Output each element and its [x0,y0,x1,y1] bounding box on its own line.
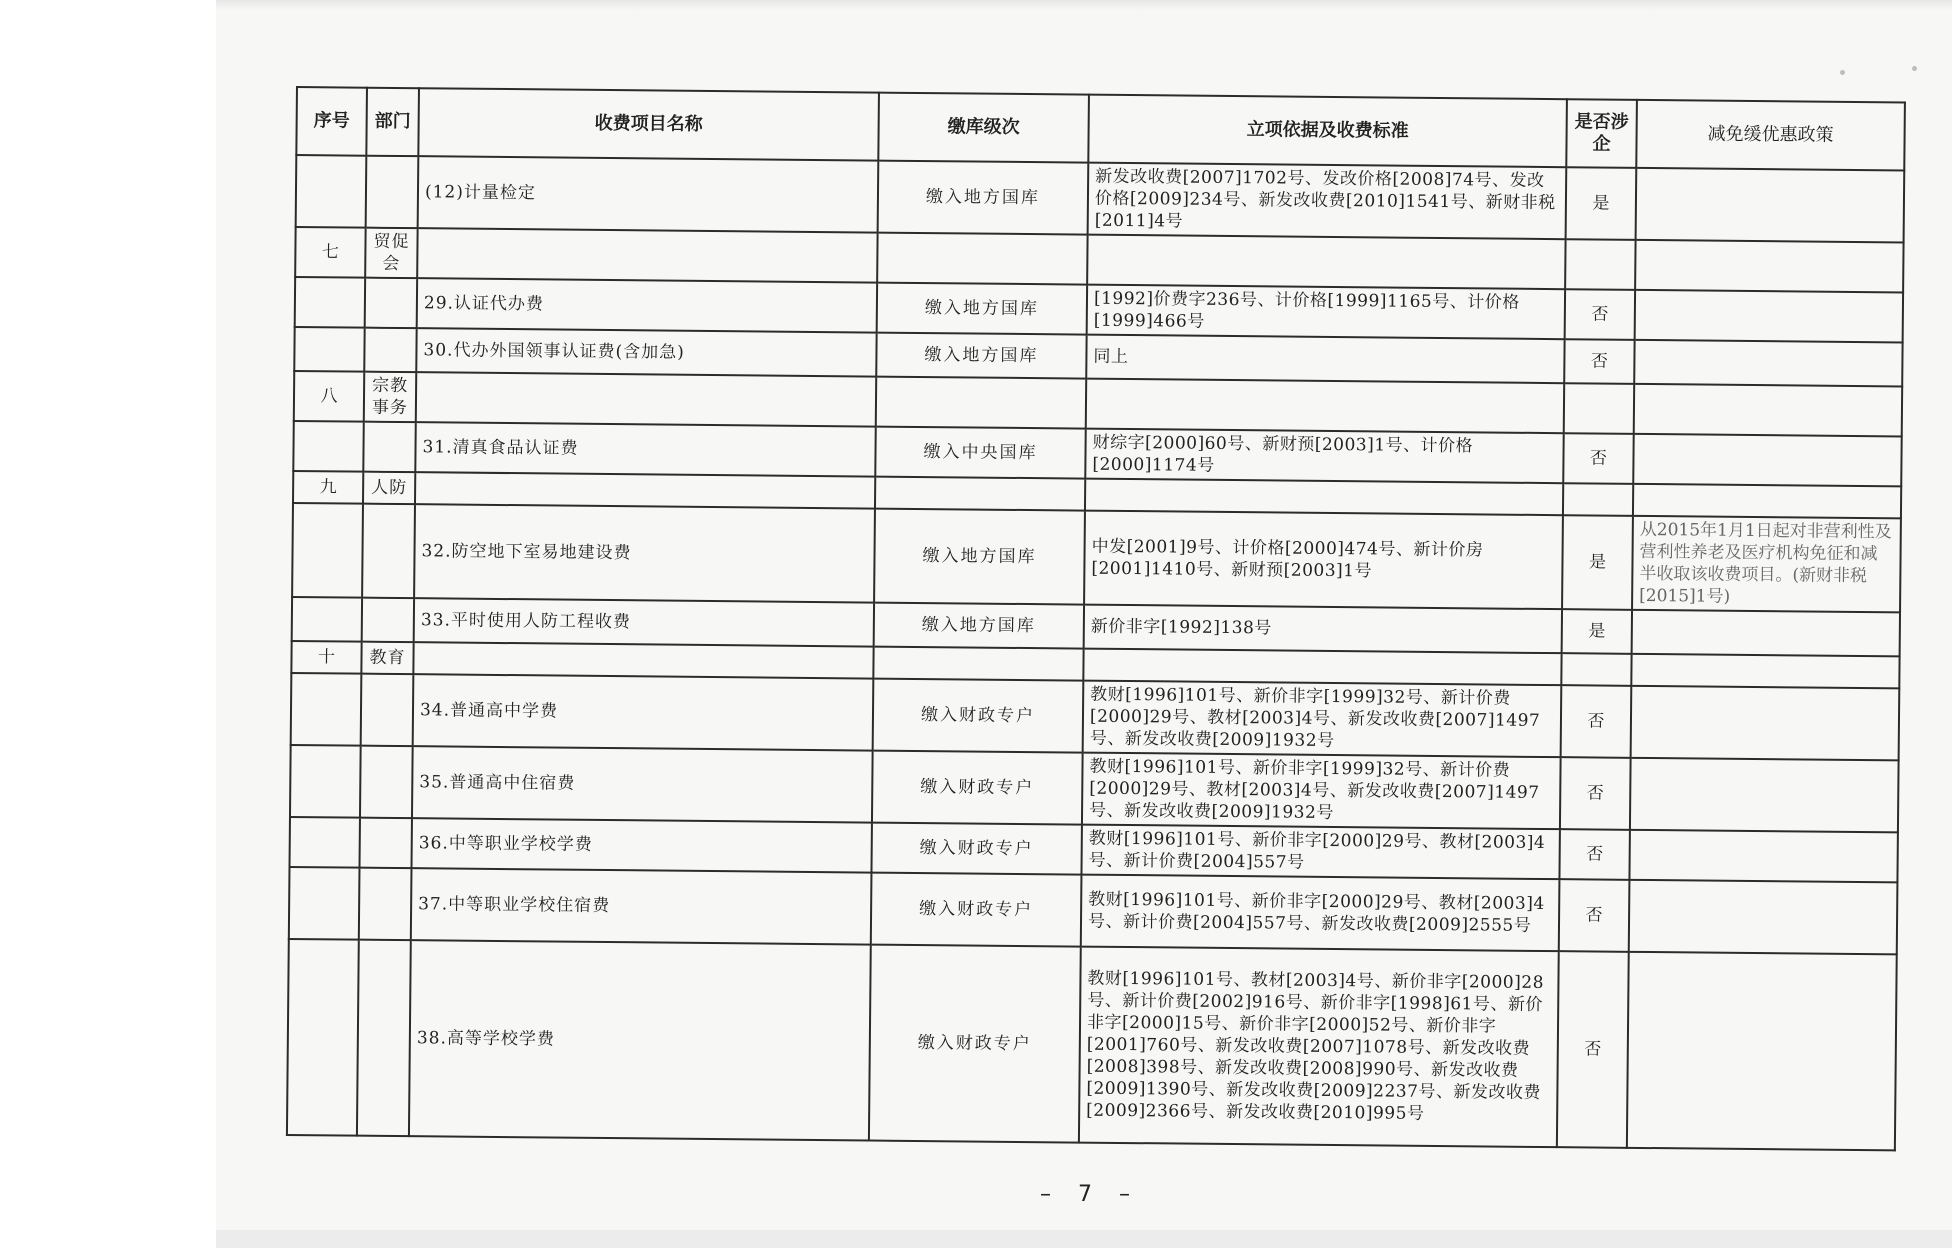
cell-item-name: 36.中等职业学校学费 [411,818,871,872]
cell-treasury: 缴入地方国库 [874,603,1084,649]
cell-basis: 新发改收费[2007]1702号、发改价格[2008]74号、发改价格[2009]234号、新发改收费[2010]1541号、新财非税[2011]4号 [1088,163,1567,240]
cell-dept: 人防 [363,472,415,504]
header-basis: 立项依据及收费标准 [1088,95,1567,168]
cell-dept: 贸促会 [365,228,417,278]
cell-empty [415,472,875,508]
cell-empty [1564,383,1634,434]
cell-policy [1634,340,1902,387]
cell-enterprise: 否 [1559,829,1629,880]
cell-seq [290,745,361,818]
cell-seq [289,867,360,940]
cell-seq [294,327,364,372]
cell-treasury: 缴入财政专户 [871,873,1082,947]
cell-enterprise: 否 [1560,757,1631,830]
cell-policy [1636,168,1905,243]
cell-empty [417,228,877,282]
cell-dept [363,422,415,472]
cell-seq [292,503,363,598]
cell-dept [359,818,411,868]
cell-seq [296,155,367,228]
cell-item-name: 31.清真食品认证费 [415,422,875,476]
cell-enterprise: 否 [1557,951,1629,1148]
header-treasury: 缴库级次 [878,93,1089,163]
header-enterprise: 是否涉企 [1566,99,1637,168]
cell-enterprise: 否 [1565,289,1635,340]
cell-empty [1083,649,1561,686]
cell-item-name: 37.中等职业学校住宿费 [411,868,872,944]
cell-item-name: (12)计量检定 [418,156,879,232]
cell-empty [877,233,1087,285]
cell-empty [873,647,1083,681]
page-number: – 7 – [1040,1182,1140,1207]
scan-left-margin [0,0,216,1248]
cell-seq: 八 [294,371,364,422]
cell-dept [366,156,419,228]
header-name: 收费项目名称 [418,88,879,160]
cell-dept [365,278,417,328]
cell-empty [1565,239,1635,290]
cell-item-name: 34.普通高中学费 [413,674,874,750]
cell-dept [357,940,411,1136]
cell-seq: 十 [291,641,361,674]
cell-seq: 七 [295,227,365,278]
cell-empty [1085,479,1563,516]
cell-policy [1629,830,1897,883]
fee-table [286,86,1906,1151]
cell-item-name: 30.代办外国领事认证费(含加急) [416,328,876,376]
cell-treasury: 缴入财政专户 [869,945,1081,1143]
cell-basis: 财综字[2000]60号、新财预[2003]1号、计价格[2000]1174号 [1085,429,1563,484]
cell-seq [293,421,363,472]
cell-policy [1632,610,1900,657]
cell-item-name: 33.平时使用人防工程收费 [414,598,874,646]
cell-seq [292,597,362,642]
cell-basis: 教财[1996]101号、新价非字[1999]32号、新计价费[2000]29号、教材[2003]4号、新发改收费[2007]1497号、新发改收费[2009]1932号 [1083,681,1562,758]
cell-seq [287,939,359,1136]
cell-enterprise: 是 [1566,167,1637,240]
header-seq: 序号 [296,87,367,156]
cell-policy [1629,880,1898,955]
cell-empty [1633,484,1901,519]
cell-dept [360,746,413,818]
cell-empty [416,372,876,426]
cell-enterprise: 否 [1561,685,1632,758]
cell-treasury: 缴入地方国库 [874,509,1085,605]
scan-speck [1840,70,1845,75]
cell-empty [1631,654,1899,689]
cell-basis: 中发[2001]9号、计价格[2000]474号、新计价房[2001]1410号、新财预[2003]1号 [1084,511,1563,610]
cell-basis: 同上 [1086,335,1564,384]
cell-empty [1087,235,1565,290]
cell-treasury: 缴入地方国库 [876,333,1086,379]
cell-enterprise: 是 [1562,515,1633,610]
header-policy: 减免缓优惠政策 [1636,100,1905,171]
cell-item-name: 38.高等学校学费 [409,940,871,1140]
cell-empty [1634,384,1902,437]
cell-basis: 教财[1996]101号、新价非字[2000]29号、教材[2003]4号、新计价费[2004]557号、新发改收费[2009]2555号 [1081,875,1560,952]
cell-empty [1086,379,1564,434]
scan-speck [1912,66,1917,71]
table-row [292,503,1901,612]
cell-policy [1627,952,1897,1151]
document-content [286,86,1906,1151]
cell-dept [362,504,415,598]
cell-treasury: 缴入地方国库 [877,283,1087,335]
cell-basis: 教财[1996]101号、新价非字[1999]32号、新计价费[2000]29号、教材[2003]4号、新发改收费[2007]1497号、新发改收费[2009]1932号 [1082,753,1561,830]
cell-item-name: 35.普通高中住宿费 [412,746,873,822]
cell-empty [1635,240,1903,293]
header-dept: 部门 [366,88,419,156]
cell-treasury: 缴入财政专户 [873,679,1084,753]
cell-empty [875,477,1085,511]
cell-policy: 从2015年1月1日起对非营利性及营利性养老及医疗机构免征和减半收取该收费项目。(新财非税[2015]1号) [1632,516,1901,613]
cell-treasury: 缴入财政专户 [872,751,1083,825]
cell-enterprise: 是 [1562,609,1632,654]
cell-policy [1631,686,1900,761]
page-bottom-edge [216,1230,1952,1248]
cell-enterprise: 否 [1559,879,1630,952]
cell-dept [362,598,414,642]
cell-empty [876,377,1086,429]
table-row [287,939,1897,1150]
cell-treasury: 缴入中央国库 [875,427,1085,479]
cell-policy [1630,758,1899,833]
cell-dept: 教育 [361,642,413,674]
cell-policy [1633,434,1901,487]
cell-treasury: 缴入财政专户 [871,823,1081,875]
cell-dept [364,328,416,372]
cell-basis: 教财[1996]101号、教材[2003]4号、新价非字[2000]28号、新计价费[2002]916号、新价非字[1998]61号、新价非字[2000]15号、新价非字[2000]52号、新价非字[2001]760号、新发改收费[2007]1078号、新发改收费[2008]398号、新发改收费[2008]990号、新发改收费[2009]1390号、新发改收费[2009]2237号、新发改收费[2009]2366号、新发改收费[2010]995号 [1079,947,1559,1148]
cell-enterprise: 否 [1563,433,1633,484]
cell-dept [359,868,412,940]
page-top-edge [216,0,1952,10]
cell-empty [1561,653,1631,686]
cell-basis: 新价非字[1992]138号 [1084,605,1562,654]
cell-dept: 宗教事务 [364,372,416,422]
cell-policy [1635,290,1903,343]
cell-seq: 九 [293,471,363,504]
cell-empty [1563,483,1633,516]
cell-item-name: 32.防空地下室易地建设费 [414,504,875,602]
cell-treasury: 缴入地方国库 [878,161,1089,235]
cell-item-name: 29.认证代办费 [417,278,877,332]
cell-seq [295,277,365,328]
cell-basis: [1992]价费字236号、计价格[1999]1165号、计价格[1999]466号 [1087,285,1565,340]
cell-seq [291,673,362,746]
cell-basis: 教财[1996]101号、新价非字[2000]29号、教材[2003]4号、新计价费[2004]557号 [1081,825,1559,880]
cell-empty [413,642,873,678]
cell-dept [361,674,414,746]
cell-seq [290,817,360,868]
cell-enterprise: 否 [1564,339,1634,384]
